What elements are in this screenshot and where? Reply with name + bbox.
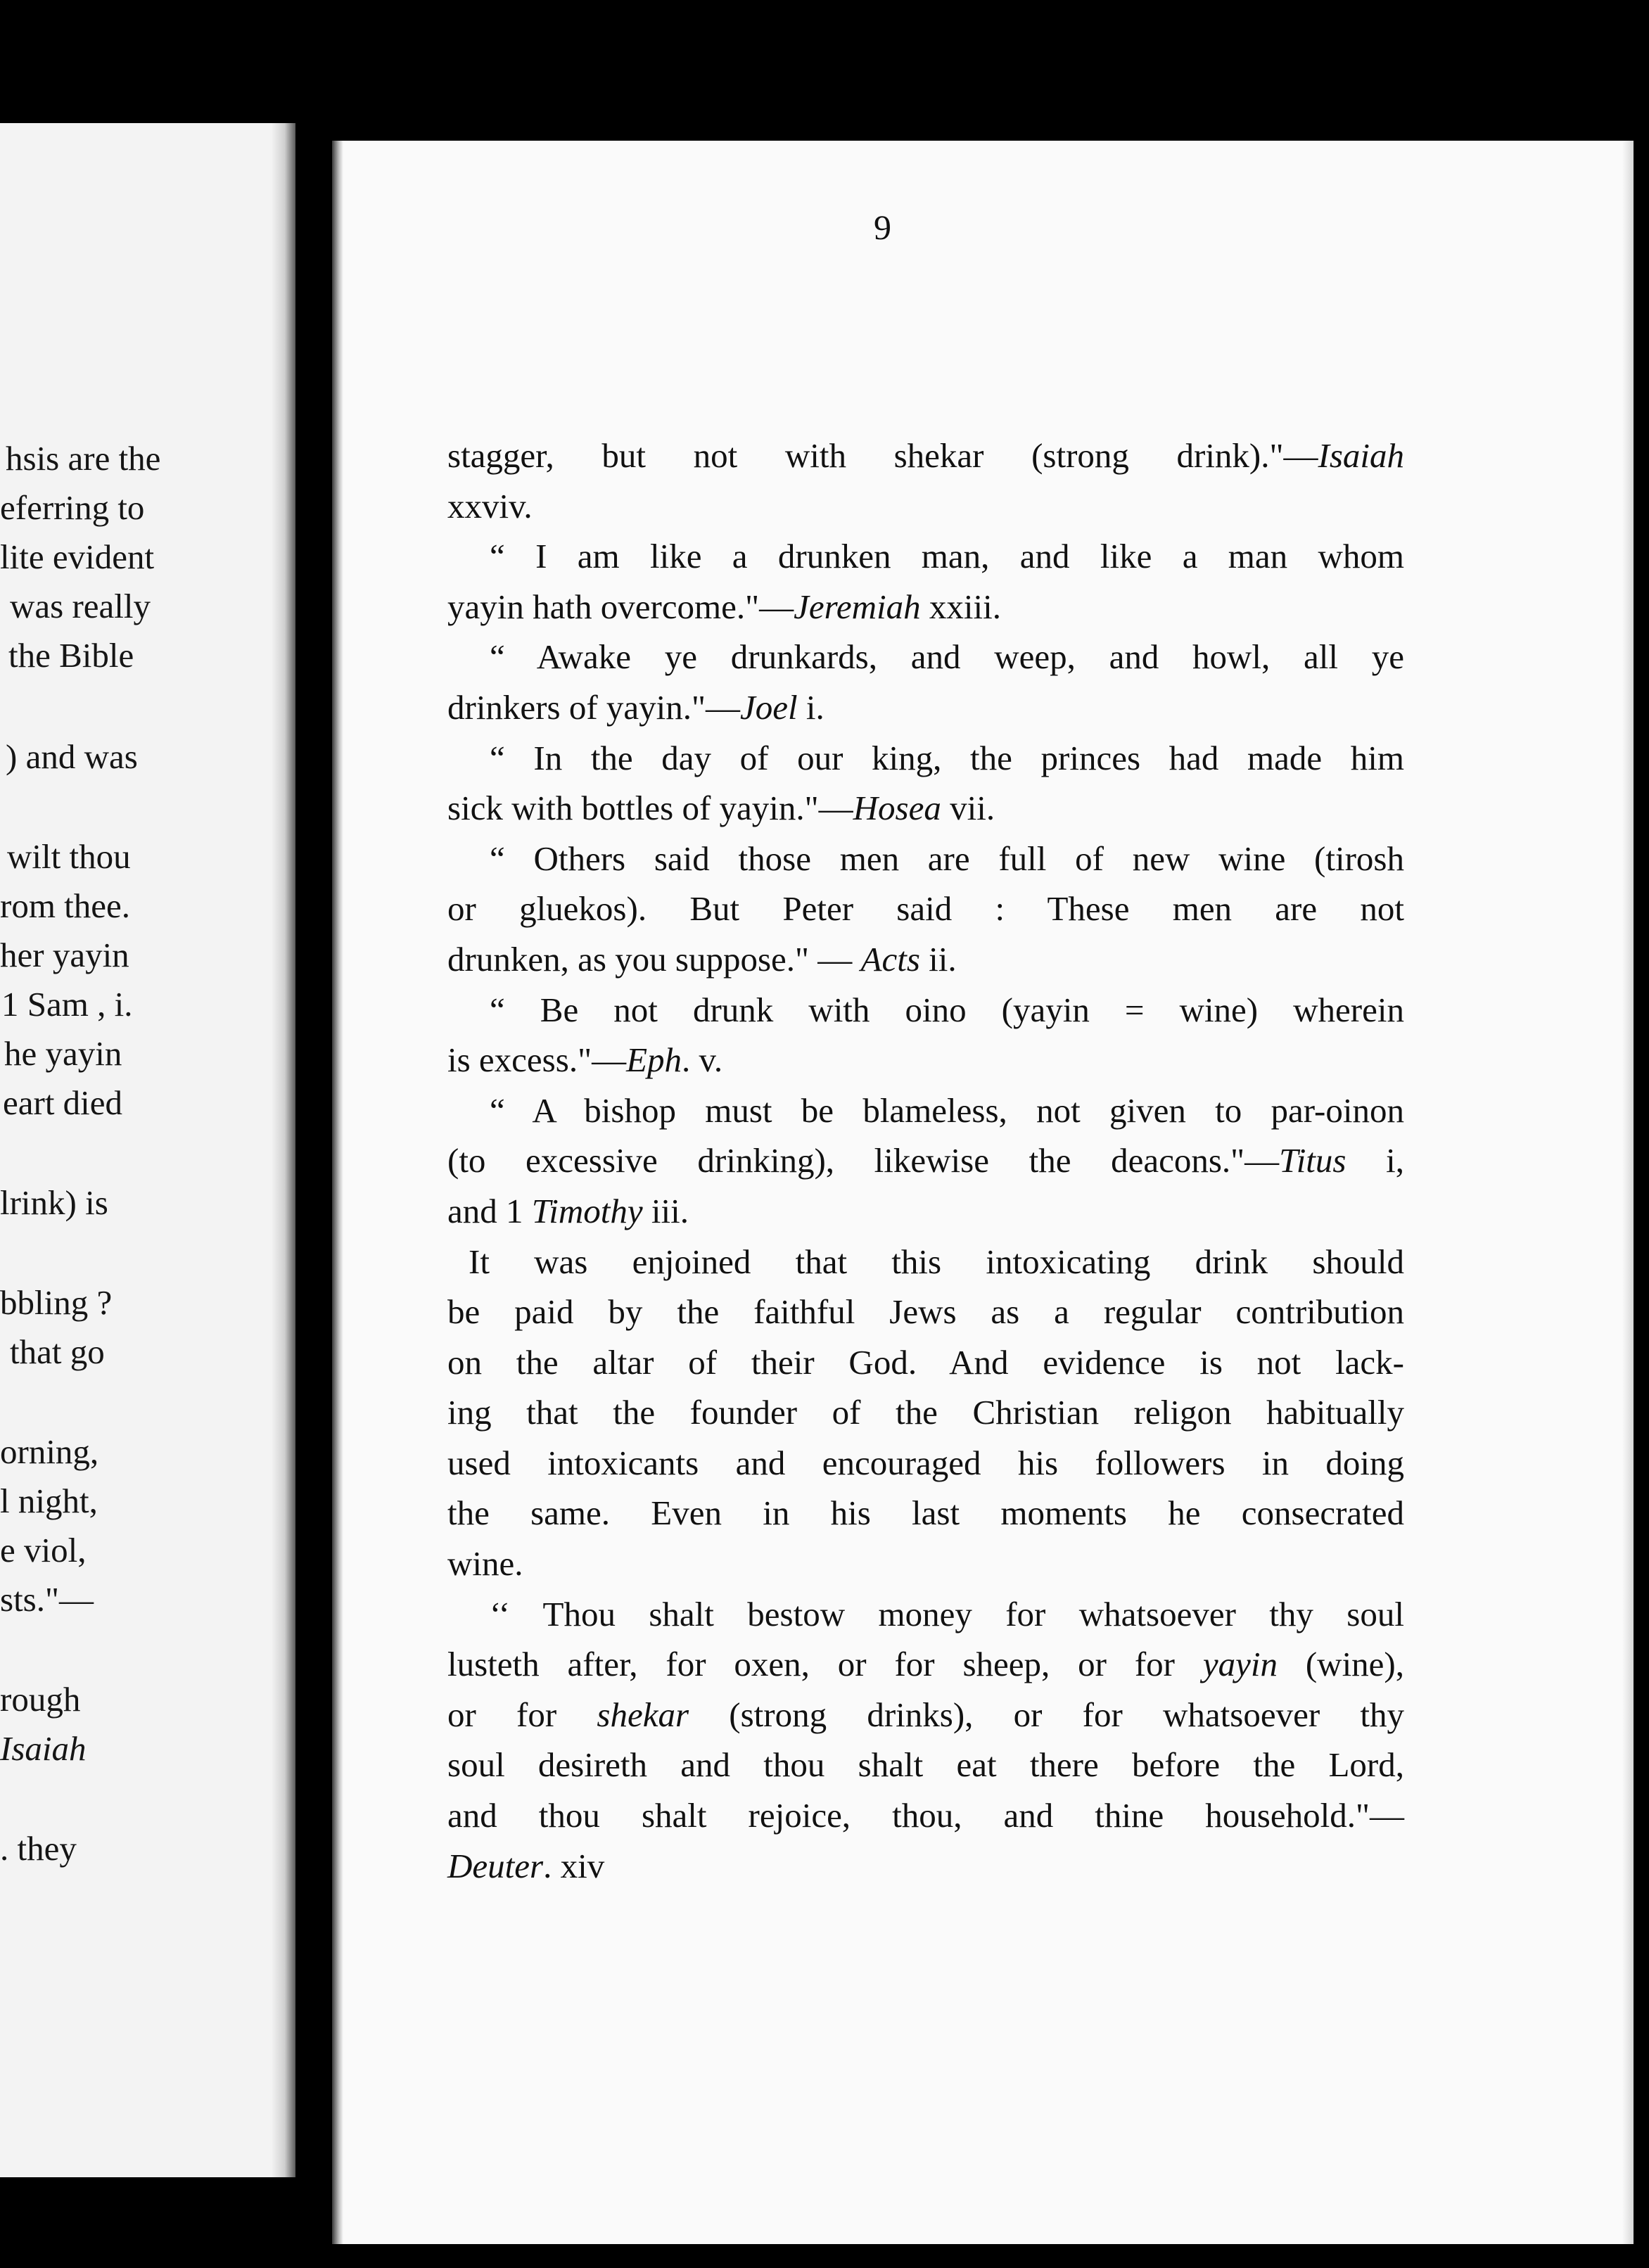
line-text: and 1 (447, 1191, 532, 1230)
citation-text: Titus (1279, 1141, 1346, 1180)
text-line (447, 1740, 1404, 1790)
left-line: lite evident (0, 537, 155, 576)
left-line: he yayin (4, 1034, 122, 1073)
line-text: “ A bishop must be blameless, not given to par-oinon (490, 1090, 1404, 1130)
left-line: eart died (3, 1083, 123, 1122)
line-text: xxiii. (920, 587, 1001, 626)
text-line (447, 531, 1404, 582)
line-text: (to excessive drinking), likewise the deacons."— (447, 1141, 1280, 1180)
text-line (447, 1387, 1404, 1438)
line-text: . xiv (543, 1846, 605, 1885)
text-line (447, 1287, 1404, 1337)
line-text: i, (1346, 1141, 1404, 1180)
line-text: soul desireth and thou shalt eat there before the Lord, (447, 1745, 1404, 1785)
line-text: iii. (642, 1191, 689, 1230)
left-page-gutter (272, 123, 295, 2177)
citation-text: Isaiah (1318, 436, 1404, 475)
left-line: hsis are the (6, 439, 161, 478)
text-line (447, 1538, 1404, 1589)
citation-text: Joel (740, 687, 798, 727)
text-line (447, 783, 1404, 834)
line-text: wine. (447, 1544, 523, 1584)
citation-text: Eph (626, 1040, 682, 1080)
line-text: “ Be not drunk with oino (yayin = wine) wherein (490, 990, 1404, 1029)
line-text: ‘‘ Thou shalt bestow money for whatsoever thy soul (490, 1594, 1404, 1633)
text-line (447, 1135, 1404, 1186)
line-text: drunken, as you suppose." — (447, 939, 861, 979)
left-line: Isaiah (0, 1729, 87, 1768)
left-line: that go (10, 1332, 105, 1371)
citation-text: Acts (860, 939, 920, 979)
citation-text: Timothy (531, 1191, 643, 1230)
left-line: lrink) is (0, 1183, 108, 1222)
citation-text: Jeremiah (794, 587, 921, 626)
line-text: the same. Even in his last moments he consecrated (447, 1493, 1404, 1533)
line-text: is excess."— (447, 1040, 627, 1080)
text-line (447, 1237, 1404, 1287)
left-line: rom thee. (0, 886, 131, 925)
text-line (447, 632, 1404, 682)
text-line (447, 1035, 1404, 1085)
line-text: ii. (919, 939, 957, 979)
left-line: the Bible (8, 636, 134, 675)
text-line (447, 582, 1404, 632)
line-text: drinkers of yayin."— (447, 687, 740, 727)
line-text: “ Others said those men are full of new wine (tirosh (490, 839, 1404, 878)
line-text: “ I am like a drunken man, and like a man whom (490, 537, 1404, 576)
line-text: . v. (682, 1040, 723, 1080)
citation-text: Hosea (853, 789, 941, 828)
text-line (447, 1488, 1404, 1538)
line-text: yayin hath overcome."— (447, 587, 794, 626)
text-line (447, 1790, 1404, 1841)
text-line (447, 1085, 1404, 1136)
citation-text: yayin (1202, 1645, 1278, 1684)
left-line: her yayin (0, 936, 129, 974)
text-line (447, 1438, 1404, 1489)
text-line (447, 1186, 1404, 1237)
line-text: xxviv. (447, 486, 533, 525)
line-text: “ Awake ye drunkards, and weep, and howl, all ye (490, 637, 1404, 677)
text-line (447, 1639, 1404, 1690)
left-line: l night, (0, 1482, 98, 1520)
text-line (447, 1337, 1404, 1388)
line-text: vii. (941, 789, 995, 828)
text-line (447, 884, 1404, 934)
left-line: e viol, (0, 1531, 87, 1569)
left-line: eferring to (0, 488, 145, 527)
left-page (0, 123, 295, 2177)
text-line (447, 934, 1404, 985)
text-line (447, 1589, 1404, 1640)
citation-text: Deuter (447, 1846, 544, 1885)
left-line: was really (10, 587, 151, 625)
line-text: sick with bottles of yayin."— (447, 789, 853, 828)
line-text: used intoxicants and encouraged his followers in doing (447, 1443, 1404, 1482)
citation-text: shekar (597, 1695, 689, 1734)
text-line (447, 1841, 1404, 1892)
line-text: be paid by the faithful Jews as a regular contribution (447, 1292, 1404, 1332)
text-line (447, 682, 1404, 733)
left-line: rough (0, 1680, 81, 1719)
left-line: . they (0, 1829, 77, 1868)
page-spine (332, 141, 343, 2244)
text-line (447, 985, 1404, 1036)
line-text: (strong drinks), or for whatsoever thy (689, 1695, 1404, 1734)
line-text: on the altar of their God. And evidence is not lack- (447, 1342, 1404, 1382)
left-line: orning, (0, 1432, 99, 1471)
page-edge (1622, 141, 1634, 2244)
text-line (447, 431, 1404, 481)
line-text: stagger, but not with shekar (strong drink)."— (447, 436, 1318, 475)
text-line (447, 481, 1404, 532)
line-text: (wine), (1278, 1645, 1405, 1684)
line-text: i. (797, 687, 824, 727)
line-text: It was enjoined that this intoxicating drink should (469, 1242, 1404, 1281)
left-line: ) and was (6, 737, 138, 776)
line-text: lusteth after, for oxen, or for sheep, or for (447, 1645, 1203, 1684)
left-line: bbling ? (0, 1283, 113, 1322)
text-line (447, 1690, 1404, 1740)
line-text: ing that the founder of the Christian religon habitually (447, 1393, 1404, 1432)
left-line: wilt thou (7, 837, 131, 876)
left-line: 1 Sam , i. (1, 985, 133, 1024)
body-text (447, 431, 1404, 1891)
text-line (447, 733, 1404, 784)
left-line: sts."— (0, 1580, 94, 1619)
line-text: “ In the day of our king, the princes had made him (490, 738, 1404, 777)
line-text: and thou shalt rejoice, thou, and thine household."— (447, 1796, 1404, 1835)
page-number: 9 (874, 208, 891, 247)
text-line (447, 834, 1404, 884)
line-text: or gluekos). But Peter said : These men are not (447, 889, 1404, 929)
line-text: or for (447, 1695, 597, 1734)
